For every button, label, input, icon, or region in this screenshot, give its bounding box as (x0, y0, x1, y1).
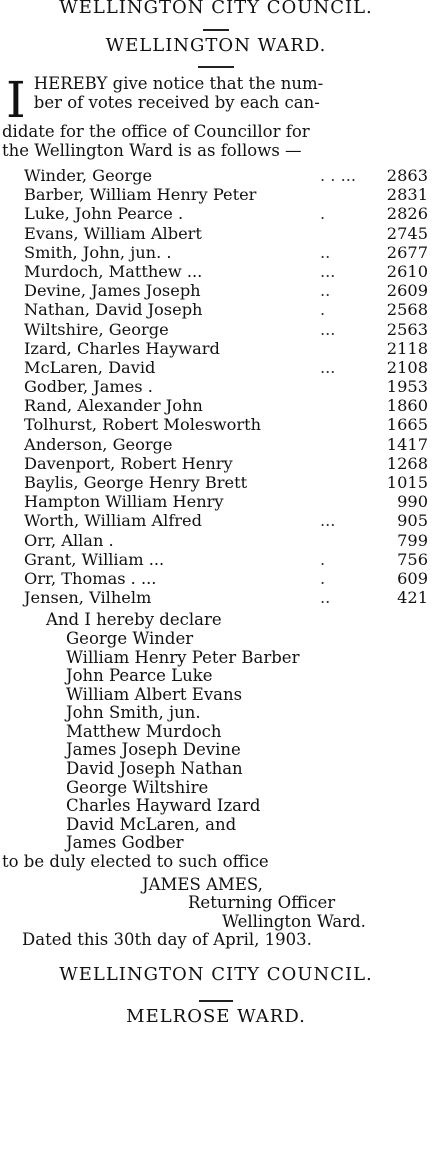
candidate-name: Orr, Thomas . ... (24, 568, 157, 588)
vote-count: 1665 (386, 415, 428, 435)
candidate-name: Jensen, Vilhelm (24, 588, 152, 608)
vote-count: 2863 (386, 166, 428, 185)
candidate-name: Nathan, David Joseph (24, 300, 203, 320)
vote-row (0, 550, 432, 569)
council-heading: WELLINGTON CITY COUNCIL. (59, 0, 373, 18)
elected-list (0, 630, 432, 853)
vote-count: 1015 (386, 473, 428, 492)
dot-leader (320, 396, 376, 415)
elected-name: John Smith, jun. (66, 703, 201, 723)
intro-line: didate for the office of Councillor for (2, 122, 310, 141)
vote-count: 756 (397, 549, 428, 569)
candidate-name: Evans, William Albert (24, 223, 202, 243)
vote-row (0, 204, 432, 223)
elected-name: Matthew Murdoch (66, 721, 222, 741)
vote-count: 2568 (386, 300, 428, 320)
dot-leader (320, 339, 376, 358)
declaration-intro: And I hereby declare (46, 610, 222, 630)
dot-leader: .. (320, 281, 331, 301)
dot-leader: ... (320, 261, 336, 281)
vote-row (0, 262, 432, 281)
vote-row (0, 531, 432, 550)
elected-name: William Albert Evans (66, 684, 243, 704)
candidate-name: Davenport, Robert Henry (24, 453, 233, 473)
dot-leader (320, 492, 376, 511)
dot-leader: ... (320, 357, 336, 377)
vote-row (0, 358, 432, 377)
vote-row (0, 320, 432, 339)
candidate-name: McLaren, David (24, 357, 156, 377)
vote-count: 990 (397, 492, 428, 512)
dot-leader: ... (320, 511, 336, 531)
dot-leader (320, 377, 376, 396)
candidate-name: Rand, Alexander John (24, 396, 203, 416)
vote-count: 2609 (386, 281, 428, 301)
dot-leader (320, 531, 376, 550)
drop-cap: I (6, 71, 26, 129)
dot-leader: . (320, 568, 326, 588)
candidate-name: Devine, James Joseph (24, 281, 201, 301)
dot-leader (320, 224, 376, 243)
candidate-name: Murdoch, Matthew ... (24, 261, 203, 281)
candidate-name: Izard, Charles Hayward (24, 338, 220, 358)
dot-leader: .. (320, 588, 331, 608)
dot-leader: . . ... (320, 166, 357, 185)
candidate-name: Godber, James . (24, 377, 153, 397)
intro-line: ber of votes received by each can- (33, 93, 320, 112)
dot-leader (320, 415, 376, 434)
vote-row (0, 377, 432, 396)
vote-count: 2563 (386, 319, 428, 339)
vote-count: 799 (397, 530, 428, 550)
vote-row (0, 569, 432, 588)
intro-line: HEREBY give notice that the num- (33, 74, 324, 93)
candidate-name: Tolhurst, Robert Molesworth (24, 415, 262, 435)
vote-row (0, 588, 432, 607)
vote-table (0, 166, 432, 607)
dot-leader (320, 435, 376, 454)
dot-leader: . (320, 549, 326, 569)
intro-line: the Wellington Ward is as follows — (2, 141, 302, 160)
elected-name: James Joseph Devine (66, 740, 241, 760)
elected-name: William Henry Peter Barber (66, 647, 300, 667)
officer-title: Returning Officer (188, 893, 336, 913)
vote-row (0, 281, 432, 300)
dot-leader: . (320, 300, 326, 320)
candidate-name: Orr, Allan . (24, 530, 114, 550)
dated-line: Dated this 30th day of April, 1903. (22, 930, 312, 950)
vote-count: 2118 (386, 338, 428, 358)
elected-name: David McLaren, and (66, 814, 237, 834)
candidate-name: Grant, William ... (24, 549, 165, 569)
dot-leader (320, 454, 376, 473)
dot-leader: ... (320, 319, 336, 339)
vote-row (0, 166, 432, 185)
elected-name: James Godber (66, 833, 184, 853)
vote-row (0, 185, 432, 204)
vote-row (0, 243, 432, 262)
vote-row (0, 511, 432, 530)
vote-count: 1268 (386, 453, 428, 473)
vote-count: 2108 (386, 357, 428, 377)
vote-row (0, 300, 432, 319)
heading-rule (199, 1000, 233, 1002)
officer-ward: Wellington Ward. (222, 911, 366, 931)
vote-count: 905 (397, 511, 428, 531)
elected-name: John Pearce Luke (66, 666, 213, 686)
vote-row (0, 473, 432, 492)
vote-row (0, 415, 432, 434)
candidate-name: Winder, George (24, 166, 153, 185)
candidate-name: Baylis, George Henry Brett (24, 473, 248, 492)
vote-count: 2745 (386, 223, 428, 243)
vote-count: 1953 (386, 377, 428, 397)
vote-count: 2610 (386, 261, 428, 281)
vote-row (0, 492, 432, 511)
intro-paragraph (2, 71, 428, 160)
dot-leader: . (320, 204, 326, 224)
candidate-name: Anderson, George (24, 434, 173, 454)
vote-row (0, 224, 432, 243)
candidate-name: Smith, John, jun. . (24, 242, 172, 262)
ward-heading: WELLINGTON WARD. (105, 35, 327, 56)
vote-count: 2826 (386, 204, 428, 224)
vote-row (0, 454, 432, 473)
heading-rule (198, 66, 234, 68)
vote-count: 609 (397, 568, 428, 588)
candidate-name: Worth, William Alfred (24, 511, 202, 531)
dot-leader (320, 473, 376, 492)
heading-rule (203, 29, 229, 31)
council-heading: WELLINGTON CITY COUNCIL. (59, 964, 373, 985)
vote-row (0, 339, 432, 358)
vote-count: 2677 (386, 242, 428, 262)
elected-name: George Wiltshire (66, 777, 209, 797)
elected-name: David Joseph Nathan (66, 759, 243, 779)
candidate-name: Wiltshire, George (24, 319, 169, 339)
vote-count: 1417 (386, 434, 428, 454)
dot-leader (320, 185, 376, 204)
vote-count: 1860 (386, 396, 428, 416)
vote-row (0, 396, 432, 415)
officer-name: JAMES AMES, (142, 874, 263, 894)
candidate-name: Barber, William Henry Peter (24, 185, 257, 205)
vote-count: 421 (397, 588, 428, 608)
candidate-name: Luke, John Pearce . (24, 204, 184, 224)
elected-name: Charles Hayward Izard (66, 796, 261, 816)
declaration-outro: to be duly elected to such office (2, 852, 269, 872)
candidate-name: Hampton William Henry (24, 492, 224, 512)
ward-heading: MELROSE WARD. (126, 1006, 306, 1027)
vote-count: 2831 (386, 185, 428, 205)
dot-leader: .. (320, 242, 331, 262)
elected-name: George Winder (66, 628, 194, 648)
vote-row (0, 435, 432, 454)
